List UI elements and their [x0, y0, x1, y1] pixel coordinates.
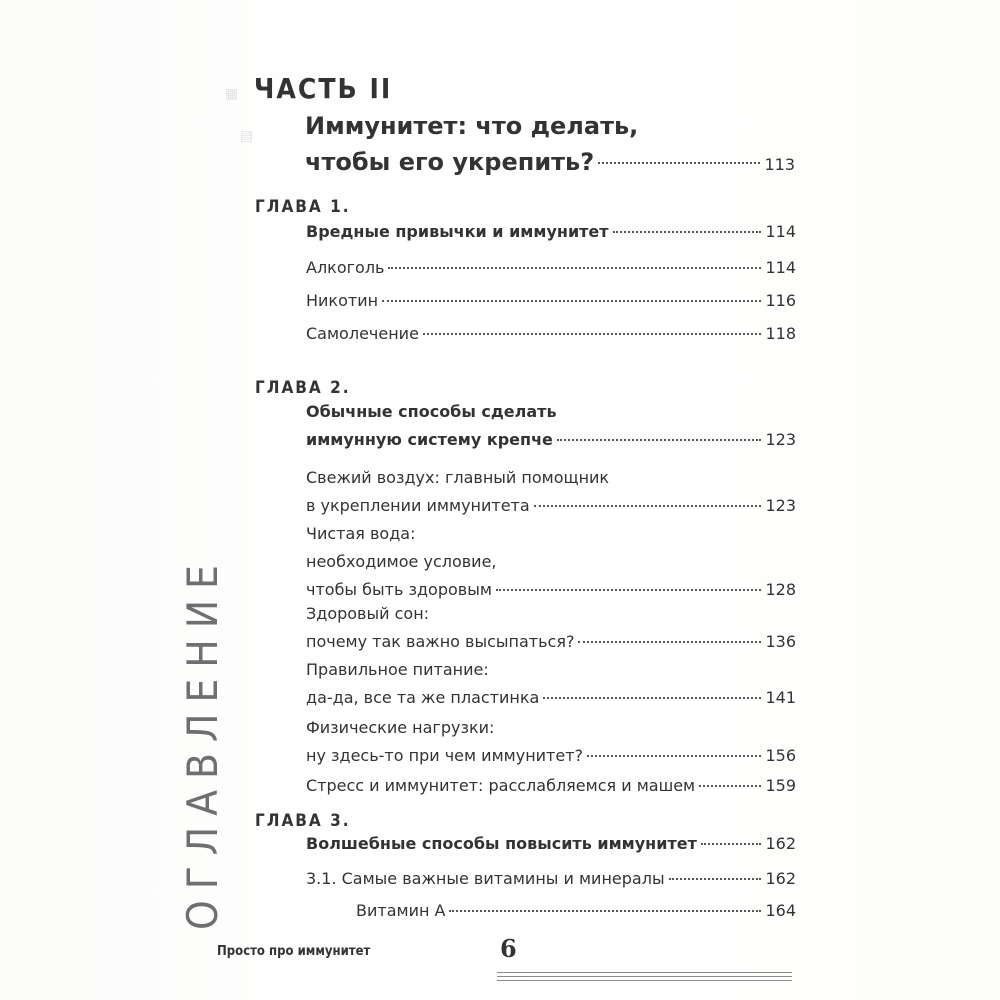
page-ref: 128 — [765, 580, 796, 599]
leader-dots — [534, 505, 762, 507]
footer-rule — [497, 976, 792, 977]
toc-entry[interactable] — [306, 656, 796, 712]
page-ref: 123 — [765, 430, 796, 449]
page-ref: 123 — [765, 496, 796, 515]
part-label: ЧАСТЬ II — [254, 72, 393, 105]
toc-entry[interactable] — [306, 287, 796, 315]
page-ref: 113 — [764, 155, 795, 174]
page-ref: 136 — [765, 632, 796, 651]
page-number: 6 — [500, 934, 517, 963]
footer-rule — [497, 980, 792, 981]
leader-dots — [543, 697, 761, 699]
toc-entry-chapter-heading[interactable] — [306, 398, 796, 454]
page-ref: 164 — [765, 901, 796, 920]
page-ref: 141 — [765, 688, 796, 707]
toc-entry-chapter-heading[interactable] — [306, 218, 796, 246]
leader-dots — [613, 231, 762, 233]
page-ref: 159 — [765, 776, 796, 795]
sidebar-title: ОГЛАВЛЕНИЕ — [178, 554, 227, 930]
bleed-through-mark: ▤ — [240, 128, 254, 144]
entry-title: Алкоголь — [306, 258, 385, 277]
footer-book-title: Просто про иммунитет — [217, 944, 371, 959]
entry-title: Самолечение — [306, 324, 419, 343]
part-title-line: чтобы его укрепить? — [305, 148, 595, 176]
chapter-label: ГЛАВА 1. — [255, 197, 351, 217]
page-ref: 118 — [765, 324, 796, 343]
leader-dots — [669, 878, 762, 880]
entry-title: Никотин — [306, 291, 379, 310]
toc-entry-chapter-heading[interactable] — [306, 830, 796, 858]
entry-title-line: почему так важно высыпаться? — [306, 632, 575, 651]
leader-dots — [699, 785, 761, 787]
entry-title-line: Обычные способы сделать — [306, 402, 557, 421]
entry-title-line: Здоровый сон: — [306, 604, 430, 623]
toc-entry[interactable] — [306, 865, 796, 893]
page-ref: 114 — [765, 258, 796, 277]
leader-dots — [701, 843, 762, 845]
leader-dots — [578, 641, 761, 643]
leader-dots — [496, 589, 762, 591]
entry-title-line: ну здесь-то при чем иммунитет? — [306, 746, 584, 765]
entry-title-line: Правильное питание: — [306, 660, 489, 679]
entry-title-line: Физические нагрузки: — [306, 718, 495, 737]
part-title[interactable] — [305, 108, 795, 183]
leader-dots — [423, 333, 762, 335]
page-ref: 156 — [765, 746, 796, 765]
entry-title-line: иммунную систему крепче — [306, 430, 553, 449]
part-title-line: Иммунитет: что делать, — [305, 112, 639, 140]
toc-entry[interactable] — [306, 520, 796, 604]
page-ref: 162 — [765, 834, 796, 853]
toc-entry[interactable] — [306, 320, 796, 348]
page-ref: 162 — [765, 869, 796, 888]
bleed-through-mark: ▦ — [225, 86, 239, 102]
entry-title-line: в укреплении иммунитета — [306, 496, 530, 515]
chapter-label: ГЛАВА 3. — [255, 811, 351, 831]
leader-dots — [449, 910, 761, 912]
toc-entry[interactable] — [306, 772, 796, 800]
entry-title: Стресс и иммунитет: расслабляемся и машем — [306, 776, 696, 795]
entry-title-line: Чистая вода: — [306, 524, 416, 543]
toc-entry[interactable] — [306, 464, 796, 520]
toc-entry-sub[interactable] — [356, 897, 796, 925]
entry-title-line: да-да, все та же пластинка — [306, 688, 540, 707]
entry-title: Витамин А — [356, 901, 446, 920]
footer-rule — [497, 972, 792, 973]
toc-entry[interactable] — [306, 600, 796, 656]
leader-dots — [388, 267, 761, 269]
chapter-label: ГЛАВА 2. — [255, 378, 351, 398]
page-ref: 116 — [765, 291, 796, 310]
leader-dots — [557, 439, 762, 441]
entry-title-line: Свежий воздух: главный помощник — [306, 468, 610, 487]
leader-dots — [598, 162, 760, 164]
entry-title: Вредные привычки и иммунитет — [306, 222, 609, 241]
leader-dots — [587, 755, 761, 757]
entry-title-line: чтобы быть здоровым — [306, 580, 492, 599]
page-ref: 114 — [765, 222, 796, 241]
toc-entry[interactable] — [306, 254, 796, 282]
toc-entry[interactable] — [306, 714, 796, 770]
leader-dots — [382, 300, 761, 302]
entry-title-line: необходимое условие, — [306, 552, 497, 571]
entry-title: Волшебные способы повысить иммунитет — [306, 834, 697, 853]
entry-title: 3.1. Самые важные витамины и минералы — [306, 869, 665, 888]
